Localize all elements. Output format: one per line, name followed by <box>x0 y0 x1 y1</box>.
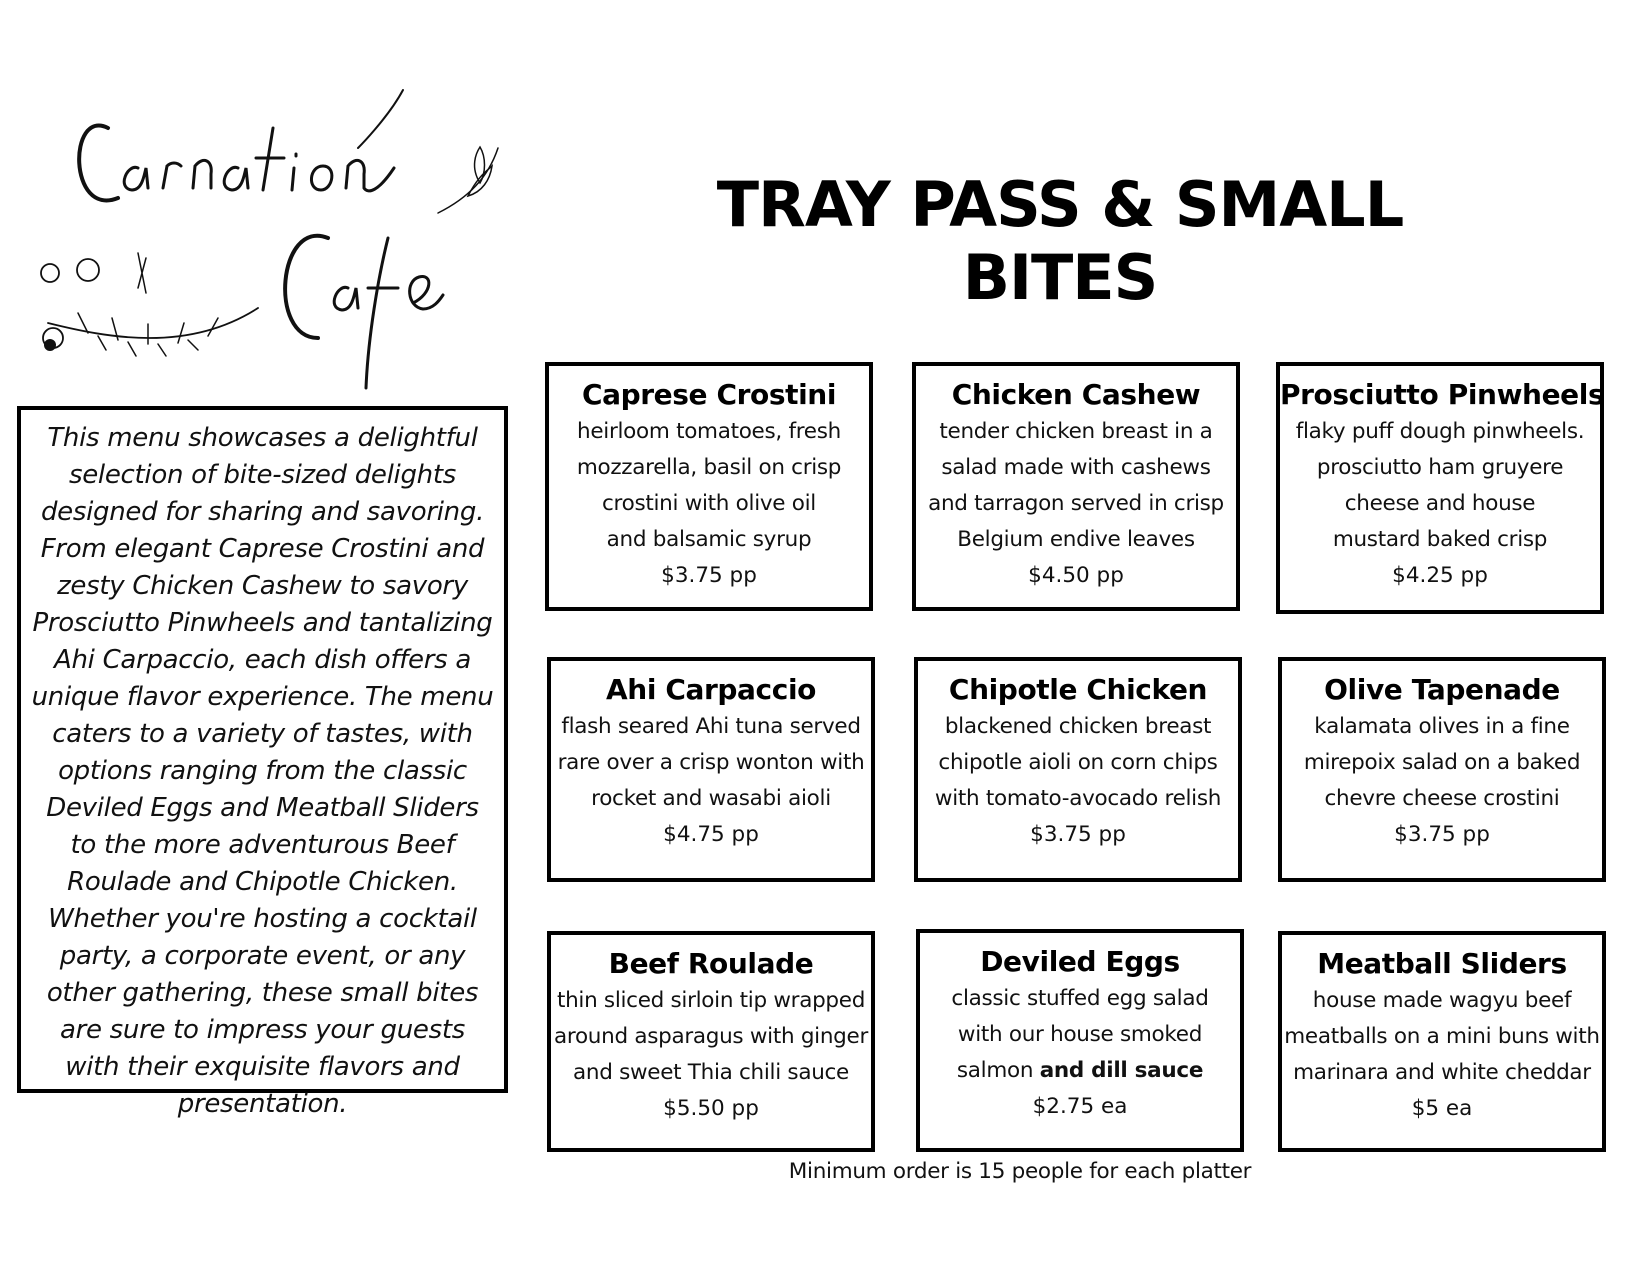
intro-text: This menu showcases a delightful selection of bite-sized delights designed for sharing and savoring. From elegant Caprese Crostini and zesty Chicken Cashew to savory Prosciutto Pinwheels and tantalizing Ahi Carpaccio, each dish offers a unique flavor experience. The menu caters to a variety of tastes, with options ranging from the classic Deviled Eggs and Meatball Sliders to the more adventurous Beef Roulade and Chipotle Chicken. Whether you're hosting a cocktail party, a corporate event, or any other gathering, these small bites are sure to impress your guests with their exquisite flavors and presentation. <box>31 423 494 1119</box>
item-name: Olive Tapenade <box>1324 673 1560 706</box>
item-description-line: mozzarella, basil on crisp <box>576 455 842 480</box>
item-description-line: blackened chicken breast <box>944 714 1212 739</box>
item-description-line: cheese and house <box>1344 491 1536 516</box>
item-description-line: house made wagyu beef <box>1312 988 1572 1013</box>
item-name: Meatball Sliders <box>1317 947 1567 980</box>
carnation-cafe-logo <box>28 88 548 398</box>
item-description-text: salmon <box>956 1058 1040 1083</box>
item-price: $3.75 pp <box>661 563 757 588</box>
menu-card-chicken-cashew <box>912 362 1240 611</box>
item-description-line: flaky puff dough pinwheels. <box>1295 419 1585 444</box>
minimum-order-note: Minimum order is 15 people for each platter <box>788 1159 1252 1184</box>
item-description-line: chevre cheese crostini <box>1324 786 1560 811</box>
carnation-cafe-logo-art <box>28 88 548 398</box>
item-description-line: with tomato-avocado relish <box>934 786 1222 811</box>
item-description-line: rare over a crisp wonton with <box>557 750 865 775</box>
item-price: $4.50 pp <box>1028 563 1124 588</box>
item-name: Ahi Carpaccio <box>606 673 816 706</box>
item-description-line: thin sliced sirloin tip wrapped <box>556 988 866 1013</box>
item-description-line: mirepoix salad on a baked <box>1303 750 1581 775</box>
item-description-line: and sweet Thia chili sauce <box>573 1060 849 1085</box>
item-description-line: tender chicken breast in a <box>939 419 1213 444</box>
item-description-line: and tarragon served in crisp <box>928 491 1224 516</box>
item-price: $4.75 pp <box>663 822 759 847</box>
menu-card-olive-tapenade <box>1278 657 1606 882</box>
item-description-line: classic stuffed egg salad <box>951 986 1209 1011</box>
item-description-line: Belgium endive leaves <box>957 527 1195 552</box>
item-description-line-mixed <box>920 1053 1240 1089</box>
menu-card-ahi-carpaccio <box>547 657 875 882</box>
menu-card-chipotle-chicken <box>914 657 1242 882</box>
item-description-line: salad made with cashews <box>941 455 1211 480</box>
item-description-line: and balsamic syrup <box>606 527 812 552</box>
item-description-line: meatballs on a mini buns with <box>1284 1024 1600 1049</box>
item-description-line: crostini with olive oil <box>602 491 816 516</box>
page-title: TRAY PASS & SMALL BITES <box>716 168 1404 314</box>
item-name: Deviled Eggs <box>980 945 1180 978</box>
logo-text-line1: Carnation <box>88 188 94 189</box>
item-price: $3.75 pp <box>1394 822 1490 847</box>
item-price: $3.75 pp <box>1030 822 1126 847</box>
item-description-line: mustard baked crisp <box>1332 527 1548 552</box>
item-name: Caprese Crostini <box>581 378 837 411</box>
item-description-line: kalamata olives in a fine <box>1314 714 1570 739</box>
item-name: Chipotle Chicken <box>948 673 1208 706</box>
item-description-line: marinara and white cheddar <box>1293 1060 1591 1085</box>
menu-card-beef-roulade <box>547 931 875 1152</box>
logo-text-line2: Cafe <box>328 308 331 309</box>
item-price: $5 ea <box>1411 1096 1473 1121</box>
item-description-line: around asparagus with ginger <box>554 1024 868 1049</box>
item-price: $2.75 ea <box>1032 1094 1128 1119</box>
menu-card-prosciutto-pinwheels <box>1276 362 1604 614</box>
item-description-line: rocket and wasabi aioli <box>591 786 831 811</box>
item-name: Chicken Cashew <box>951 378 1201 411</box>
item-description-line: prosciutto ham gruyere <box>1316 455 1564 480</box>
item-description-line: flash seared Ahi tuna served <box>561 714 861 739</box>
menu-card-meatball-sliders <box>1278 931 1606 1152</box>
item-name: Prosciutto Pinwheels <box>1280 378 1605 411</box>
item-description-line: chipotle aioli on corn chips <box>938 750 1218 775</box>
menu-card-deviled-eggs <box>916 929 1244 1152</box>
item-description-bold-text: and dill sauce <box>1039 1058 1204 1083</box>
menu-card-caprese-crostini <box>545 362 873 611</box>
item-description-line: with our house smoked <box>957 1022 1203 1047</box>
item-price: $4.25 pp <box>1392 563 1488 588</box>
item-price: $5.50 pp <box>663 1096 759 1121</box>
item-description-line: heirloom tomatoes, fresh <box>577 419 841 444</box>
item-name: Beef Roulade <box>608 947 814 980</box>
intro-box <box>17 406 508 1119</box>
